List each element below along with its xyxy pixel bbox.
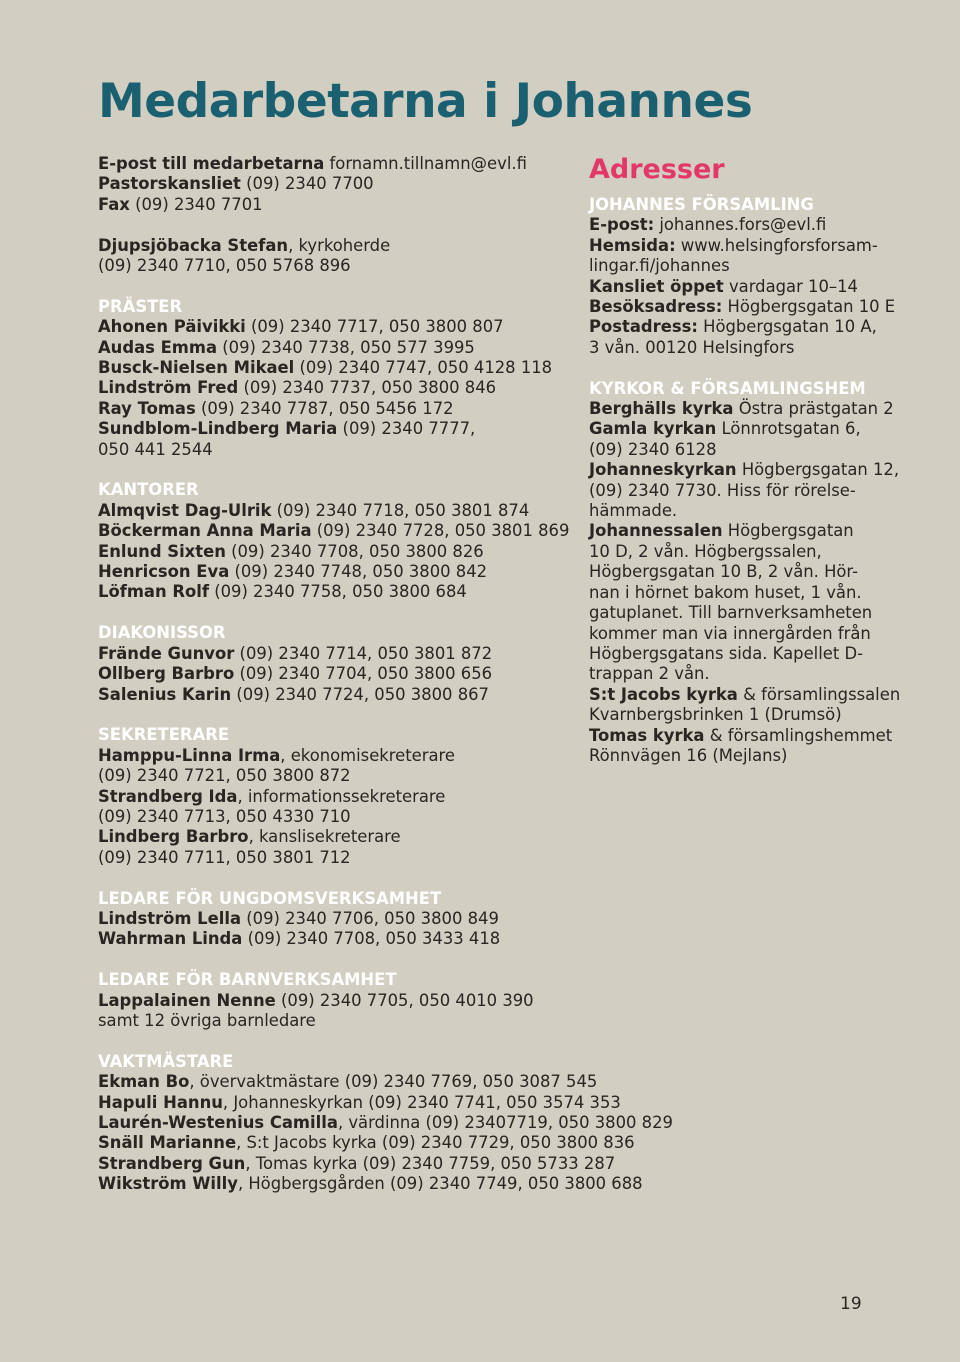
entry-line bbox=[589, 215, 919, 235]
entry-line bbox=[589, 603, 919, 623]
entry-name: Strandberg Gun bbox=[98, 1153, 246, 1173]
entry-line bbox=[98, 1011, 568, 1031]
entry-name: Tomas kyrka bbox=[589, 725, 705, 745]
entry-line bbox=[589, 481, 919, 501]
entry-name: E-post till medarbetarna bbox=[98, 154, 325, 173]
entry-line bbox=[589, 542, 919, 562]
entry-line bbox=[98, 562, 568, 582]
entry-line bbox=[589, 460, 919, 480]
entry-line bbox=[589, 419, 919, 439]
entry-detail: (09) 2340 7706, 050 3800 849 bbox=[241, 908, 499, 928]
section-heading: SEKRETERARE bbox=[98, 725, 230, 745]
entry-line bbox=[98, 419, 568, 439]
entry-name: Wahrman Linda bbox=[98, 929, 243, 949]
entry-detail: hämmade. bbox=[589, 501, 678, 521]
entry-detail: , Högbergsgården (09) 2340 7749, 050 3800 688 bbox=[237, 1174, 643, 1194]
entry-detail: (09) 2340 6128 bbox=[589, 439, 717, 459]
entry-detail: Högbergsgatan 12, bbox=[736, 460, 900, 480]
entry-detail: , S:t Jacobs kyrka (09) 2340 7729, 050 3800 836 bbox=[236, 1133, 635, 1153]
entry-name: Ray Tomas bbox=[98, 398, 196, 418]
entry-detail: 10 D, 2 vån. Högbergssalen, bbox=[589, 541, 822, 561]
entry-detail: (09) 2340 7748, 050 3800 842 bbox=[229, 562, 488, 582]
entry-line bbox=[98, 582, 568, 602]
entry-name: Fax bbox=[98, 194, 130, 214]
entry-detail: Högbergsgatan 10 E bbox=[722, 297, 896, 317]
spacer bbox=[98, 603, 568, 623]
entry-detail: , övervaktmästare (09) 2340 7769, 050 3087 545 bbox=[189, 1072, 598, 1092]
entry-detail: Högbergsgatan bbox=[722, 521, 854, 541]
entry-line bbox=[589, 726, 919, 746]
section-heading: LEDARE FÖR UNGDOMSVERKSAMHET bbox=[98, 888, 442, 908]
section-heading: KYRKOR & FÖRSAMLINGSHEM bbox=[589, 378, 866, 398]
entry-line bbox=[98, 501, 568, 521]
entry-detail: , Johanneskyrkan (09) 2340 7741, 050 3574 353 bbox=[222, 1092, 621, 1112]
entry-line bbox=[589, 624, 919, 644]
entry-line bbox=[98, 685, 568, 705]
entry-name: Löfman Rolf bbox=[98, 582, 209, 602]
entry-detail: (09) 2340 7717, 050 3800 807 bbox=[245, 317, 504, 337]
entry-detail: Lönnrotsgatan 6, bbox=[716, 419, 861, 439]
entry-detail: trappan 2 vån. bbox=[589, 664, 710, 684]
spacer bbox=[589, 358, 919, 378]
spacer bbox=[98, 460, 568, 480]
entry-name: Snäll Marianne bbox=[98, 1133, 237, 1153]
entry-line bbox=[98, 909, 568, 929]
entry-detail: (09) 2340 7758, 050 3800 684 bbox=[208, 582, 467, 602]
entry-line bbox=[98, 317, 568, 337]
entry-name: E-post: bbox=[589, 215, 655, 235]
entry-name: Johannessalen bbox=[589, 521, 723, 541]
entry-detail: , värdinna (09) 23407719, 050 3800 829 bbox=[337, 1112, 673, 1132]
entry-line bbox=[589, 664, 919, 684]
entry-line bbox=[589, 277, 919, 297]
entry-detail: 3 vån. 00120 Helsingfors bbox=[589, 337, 795, 357]
entry-line bbox=[98, 378, 568, 398]
entry-line bbox=[98, 1112, 673, 1133]
entry-detail: (09) 2340 7730. Hiss för rörelse- bbox=[589, 480, 856, 500]
entry-line bbox=[589, 256, 919, 276]
entry-line bbox=[589, 644, 919, 664]
entry-line bbox=[98, 827, 568, 847]
entry-name: Henricson Eva bbox=[98, 562, 230, 582]
entry-name: Pastorskansliet bbox=[98, 174, 241, 194]
entry-detail: (09) 2340 7777, bbox=[337, 419, 476, 439]
entry-detail: , Tomas kyrka (09) 2340 7759, 050 5733 287 bbox=[245, 1153, 616, 1173]
entry-detail: & församlingssalen bbox=[737, 684, 901, 704]
entry-detail: (09) 2340 7737, 050 3800 846 bbox=[238, 378, 497, 398]
entry-line bbox=[98, 154, 568, 174]
spacer bbox=[98, 868, 568, 888]
entry-detail: (09) 2340 7713, 050 4330 710 bbox=[98, 806, 351, 826]
entry-detail: (09) 2340 7714, 050 3801 872 bbox=[234, 643, 493, 663]
entry-line bbox=[98, 766, 568, 786]
entry-line bbox=[98, 991, 568, 1011]
entry-line bbox=[98, 338, 568, 358]
entry-name: Böckerman Anna Maria bbox=[98, 521, 312, 541]
entry-line bbox=[98, 1174, 643, 1194]
addresses-section bbox=[589, 154, 919, 766]
entry-name: Salenius Karin bbox=[98, 684, 232, 704]
entry-name: Frände Gunvor bbox=[98, 643, 235, 663]
page-title: Medarbetarna i Johannes bbox=[98, 74, 753, 129]
entry-name: Hapuli Hannu bbox=[98, 1092, 223, 1112]
entry-line bbox=[589, 399, 919, 419]
entry-name: Busck-Nielsen Mikael bbox=[98, 358, 295, 378]
entry-line bbox=[98, 929, 568, 949]
entry-detail: , kanslisekreterare bbox=[248, 827, 401, 847]
entry-line bbox=[589, 562, 919, 582]
entry-detail: Högbergsgatan 10 B, 2 vån. Hör- bbox=[589, 562, 859, 582]
entry-line bbox=[98, 1072, 598, 1092]
entry-detail: lingar.fi/johannes bbox=[589, 256, 730, 276]
entry-line bbox=[589, 521, 919, 541]
entry-name: Berghälls kyrka bbox=[589, 399, 734, 419]
section-heading: DIAKONISSOR bbox=[98, 623, 226, 643]
entry-detail: johannes.fors@evl.fi bbox=[654, 215, 827, 235]
entry-name: Sundblom-Lindberg Maria bbox=[98, 419, 338, 439]
page-number: 19 bbox=[840, 1294, 862, 1314]
entry-detail: (09) 2340 7721, 050 3800 872 bbox=[98, 766, 351, 786]
entry-detail: nan i hörnet bakom huset, 1 vån. bbox=[589, 582, 862, 602]
entry-line bbox=[98, 1133, 635, 1153]
entry-name: Johanneskyrkan bbox=[589, 460, 737, 480]
entry-detail: samt 12 övriga barnledare bbox=[98, 1010, 316, 1030]
entry-detail: , ekonomisekreterare bbox=[280, 745, 456, 765]
entry-line bbox=[98, 1092, 621, 1113]
entry-detail: Kvarnbergsbrinken 1 (Drumsö) bbox=[589, 705, 842, 725]
entry-detail: , informationssekreterare bbox=[237, 786, 446, 806]
entry-detail: (09) 2340 7711, 050 3801 712 bbox=[98, 847, 351, 867]
entry-name: Strandberg Ida bbox=[98, 786, 238, 806]
entry-detail: kommer man via innergården från bbox=[589, 623, 871, 643]
entry-name: Enlund Sixten bbox=[98, 541, 226, 561]
spacer bbox=[98, 276, 568, 296]
entry-detail: www.helsingforsforsam- bbox=[675, 235, 878, 255]
section-heading: JOHANNES FÖRSAMLING bbox=[589, 195, 814, 214]
entry-line bbox=[98, 195, 568, 215]
entry-detail: (09) 2340 7708, 050 3800 826 bbox=[225, 541, 484, 561]
entry-name: Wikström Willy bbox=[98, 1174, 238, 1194]
entry-line bbox=[589, 583, 919, 603]
entry-detail: (09) 2340 7700 bbox=[240, 174, 374, 194]
entry-detail: Östra prästgatan 2 bbox=[733, 399, 894, 419]
entry-name: Almqvist Dag-Ulrik bbox=[98, 500, 272, 520]
entry-line bbox=[98, 256, 568, 276]
entry-detail: (09) 2340 7787, 050 5456 172 bbox=[195, 398, 454, 418]
entry-name: Lappalainen Nenne bbox=[98, 990, 276, 1010]
entry-detail: gatuplanet. Till barnverksamheten bbox=[589, 603, 873, 623]
entry-line bbox=[98, 1153, 616, 1174]
entry-line bbox=[589, 317, 919, 337]
entry-name: Laurén-Westenius Camilla bbox=[98, 1112, 338, 1132]
entry-detail: fornamn.tillnamn@evl.fi bbox=[324, 154, 527, 173]
entry-line bbox=[98, 848, 568, 868]
spacer bbox=[98, 1031, 568, 1051]
section-heading: LEDARE FÖR BARNVERKSAMHET bbox=[98, 970, 397, 990]
entry-name: Ollberg Barbro bbox=[98, 664, 235, 684]
entry-name: S:t Jacobs kyrka bbox=[589, 684, 738, 704]
entry-line bbox=[589, 746, 919, 766]
section-heading: VAKTMÄSTARE bbox=[98, 1051, 234, 1071]
section-heading: KANTORER bbox=[98, 480, 199, 500]
entry-name: Lindström Lella bbox=[98, 908, 242, 928]
entry-name: Lindberg Barbro bbox=[98, 827, 249, 847]
entry-detail: , kyrkoherde bbox=[288, 235, 391, 255]
entry-detail: (09) 2340 7747, 050 4128 118 bbox=[294, 358, 553, 378]
entry-name: Gamla kyrkan bbox=[589, 419, 717, 439]
entry-detail: (09) 2340 7701 bbox=[129, 194, 263, 214]
entry-name: Lindström Fred bbox=[98, 378, 239, 398]
spacer bbox=[98, 215, 568, 235]
entry-detail: Högbergsgatan 10 A, bbox=[697, 317, 877, 337]
addresses-heading: Adresser bbox=[589, 154, 725, 185]
entry-name: Besöksadress: bbox=[589, 297, 723, 317]
entry-name: Audas Emma bbox=[98, 337, 218, 357]
entry-line bbox=[589, 236, 919, 256]
entry-line bbox=[98, 807, 568, 827]
entry-detail: vardagar 10–14 bbox=[723, 276, 858, 296]
entry-detail: (09) 2340 7705, 050 4010 390 bbox=[275, 990, 534, 1010]
entry-name: Ahonen Päivikki bbox=[98, 317, 246, 337]
spacer bbox=[98, 950, 568, 970]
entry-line bbox=[98, 664, 568, 684]
entry-name: Djupsjöbacka Stefan bbox=[98, 235, 289, 255]
entry-line bbox=[98, 236, 568, 256]
entry-detail: (09) 2340 7708, 050 3433 418 bbox=[242, 929, 501, 949]
entry-line bbox=[98, 521, 568, 541]
entry-line bbox=[589, 501, 919, 521]
entry-line bbox=[98, 644, 568, 664]
entry-detail: (09) 2340 7710, 050 5768 896 bbox=[98, 256, 351, 276]
entry-line bbox=[98, 787, 568, 807]
entry-line bbox=[589, 705, 919, 725]
entry-detail: 050 441 2544 bbox=[98, 439, 213, 459]
entry-line bbox=[589, 338, 919, 358]
spacer bbox=[98, 705, 568, 725]
entry-line bbox=[589, 440, 919, 460]
entry-line bbox=[98, 542, 568, 562]
entry-line bbox=[98, 358, 568, 378]
entry-line bbox=[98, 440, 568, 460]
entry-line bbox=[98, 174, 568, 194]
entry-detail: Rönnvägen 16 (Mejlans) bbox=[589, 745, 788, 765]
entry-line bbox=[589, 685, 919, 705]
entry-line bbox=[98, 399, 568, 419]
entry-name: Hamppu-Linna Irma bbox=[98, 745, 281, 765]
entry-name: Hemsida: bbox=[589, 235, 676, 255]
entry-detail: (09) 2340 7728, 050 3801 869 bbox=[311, 521, 570, 541]
entry-detail: (09) 2340 7724, 050 3800 867 bbox=[231, 684, 489, 704]
entry-detail: (09) 2340 7738, 050 577 3995 bbox=[217, 337, 475, 357]
entry-line bbox=[98, 746, 568, 766]
entry-detail: (09) 2340 7704, 050 3800 656 bbox=[234, 664, 493, 684]
entry-detail: & församlingshemmet bbox=[704, 725, 893, 745]
entry-detail: Högbergsgatans sida. Kapellet D- bbox=[589, 643, 864, 663]
entry-name: Ekman Bo bbox=[98, 1072, 190, 1092]
entry-name: Postadress: bbox=[589, 317, 698, 337]
entry-detail: (09) 2340 7718, 050 3801 874 bbox=[271, 500, 530, 520]
entry-line bbox=[589, 297, 919, 317]
section-heading: PRÄSTER bbox=[98, 296, 183, 316]
entry-name: Kansliet öppet bbox=[589, 276, 724, 296]
